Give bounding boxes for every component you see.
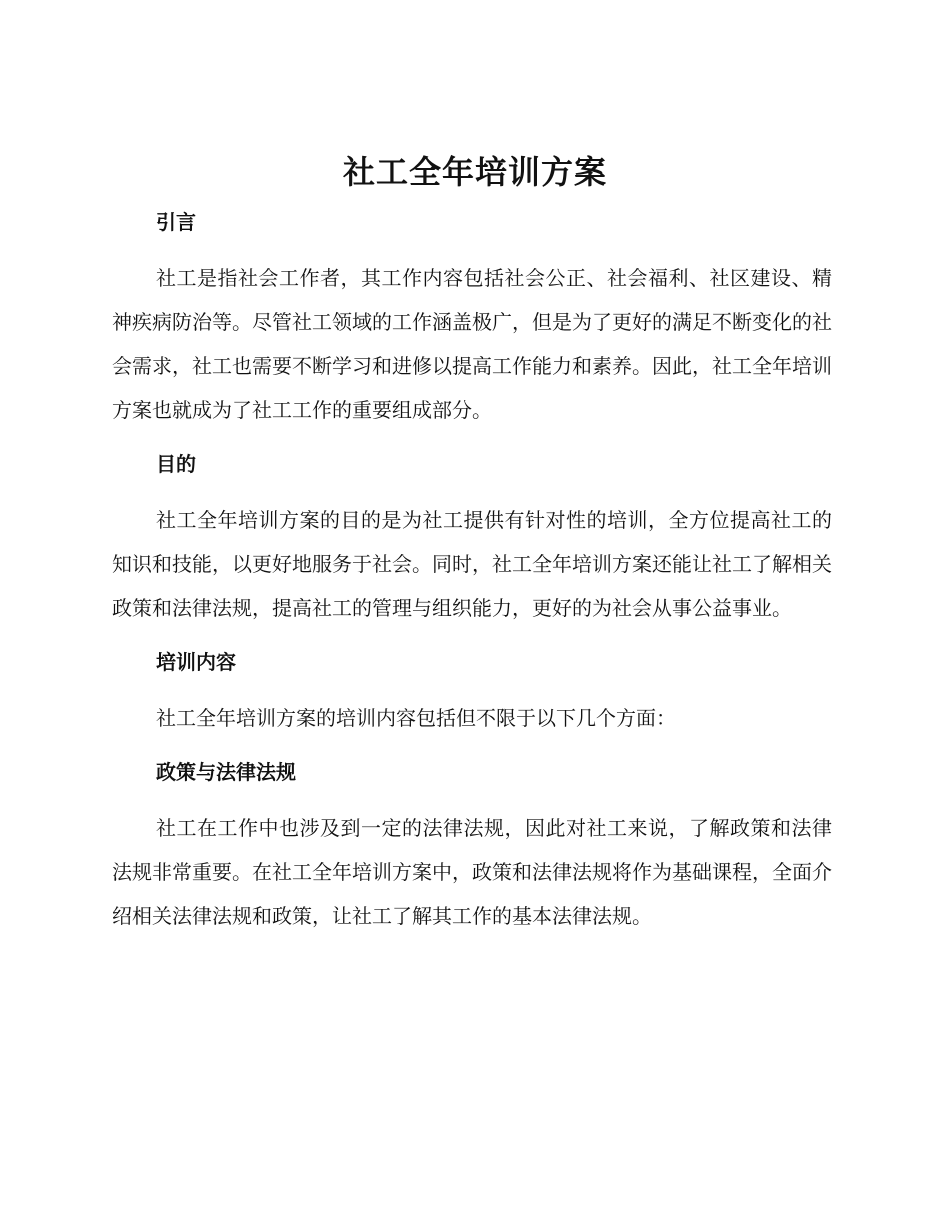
section-heading-policy-law: 政策与法律法规	[156, 760, 296, 784]
section-heading-intro: 引言	[156, 210, 196, 234]
section-paragraph-intro: 社工是指社会工作者，其工作内容包括社会公正、社会福利、社区建设、精神疾病防治等。尽管社工领域的工作涵盖极广，但是为了更好的满足不断变化的社会需求，社工也需要不断学习和进修以提高工作能力和素养。因此，社工全年培训方案也就成为了社工工作的重要组成部分。	[112, 266, 832, 422]
document-body	[112, 200, 832, 938]
section-heading-purpose: 目的	[156, 452, 196, 476]
section-heading-training-content: 培训内容	[156, 650, 236, 674]
section-paragraph-training-content: 社工全年培训方案的培训内容包括但不限于以下几个方面：	[156, 706, 676, 730]
document-title: 社工全年培训方案	[342, 153, 607, 191]
section-paragraph-purpose: 社工全年培训方案的目的是为社工提供有针对性的培训，全方位提高社工的知识和技能，以更好地服务于社会。同时，社工全年培训方案还能让社工了解相关政策和法律法规，提高社工的管理与组织能力，更好的为社会从事公益事业。	[112, 508, 832, 620]
section-paragraph-policy-law: 社工在工作中也涉及到一定的法律法规，因此对社工来说，了解政策和法律法规非常重要。在社工全年培训方案中，政策和法律法规将作为基础课程，全面介绍相关法律法规和政策，让社工了解其工作的基本法律法规。	[112, 816, 832, 928]
